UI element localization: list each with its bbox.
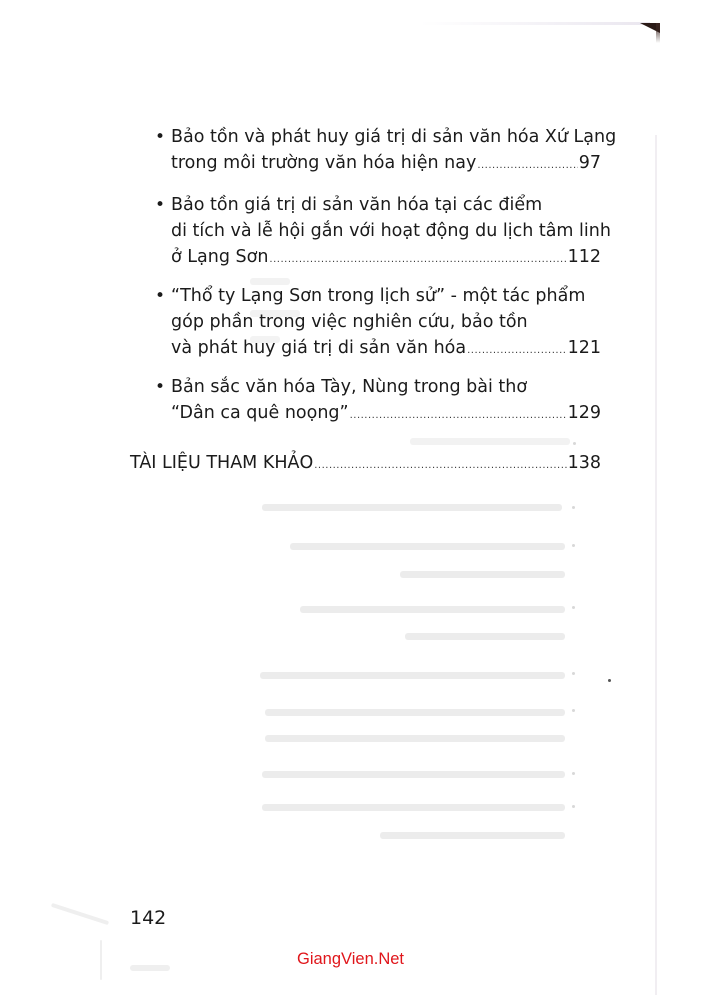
toc-entry-title-line: Bảo tồn giá trị di sản văn hóa tại các điểm	[171, 195, 543, 215]
dot-leader	[314, 454, 566, 478]
bullet-icon: •	[155, 377, 166, 397]
page-corner-shadow	[656, 23, 660, 43]
toc-entry-title-line: di tích và lễ hội gắn với hoạt động du lịch tâm linh	[171, 221, 611, 241]
toc-entry-title-line: “Thổ ty Lạng Sơn trong lịch sử” - một tác phẩm	[171, 286, 586, 306]
toc-entry-leader-line	[171, 401, 601, 425]
toc-page-number: 129	[567, 403, 601, 423]
bullet-icon: •	[155, 286, 166, 306]
toc-entry-leader-line	[171, 245, 601, 269]
toc-entry-title-line: Bản sắc văn hóa Tày, Nùng trong bài thơ	[171, 377, 528, 397]
page-edge-line	[655, 135, 657, 995]
dot-leader	[269, 248, 566, 272]
toc-page-number: 97	[578, 153, 601, 173]
references-title: TÀI LIỆU THAM KHẢO	[130, 453, 314, 473]
toc-entry-title-line: trong môi trường văn hóa hiện nay	[171, 153, 477, 173]
scan-speck	[608, 679, 611, 682]
bullet-icon: •	[155, 127, 166, 147]
toc-page-number: 121	[567, 338, 601, 358]
toc-entry-title-line: ở Lạng Sơn	[171, 247, 269, 267]
page-number: 142	[130, 907, 167, 929]
toc-entry-title-line: và phát huy giá trị di sản văn hóa	[171, 338, 467, 358]
toc-page-number: 138	[567, 453, 601, 473]
toc-entry-title-line: “Dân ca quê noọng”	[171, 403, 349, 423]
dot-leader	[477, 154, 577, 178]
dot-leader	[350, 404, 567, 428]
watermark: GiangVien.Net	[297, 950, 405, 968]
toc-page-number: 112	[567, 247, 601, 267]
toc-entry-leader-line	[171, 336, 601, 360]
toc-entry-title-line: Bảo tồn và phát huy giá trị di sản văn hóa Xứ Lạng	[171, 127, 617, 147]
toc-entry-title-line: góp phần trong việc nghiên cứu, bảo tồn	[171, 312, 528, 332]
bullet-icon: •	[155, 195, 166, 215]
scan-shadow	[420, 22, 650, 25]
toc-entry-leader-line	[171, 151, 601, 175]
dot-leader	[467, 339, 566, 363]
toc-entry-references[interactable]	[130, 451, 601, 475]
